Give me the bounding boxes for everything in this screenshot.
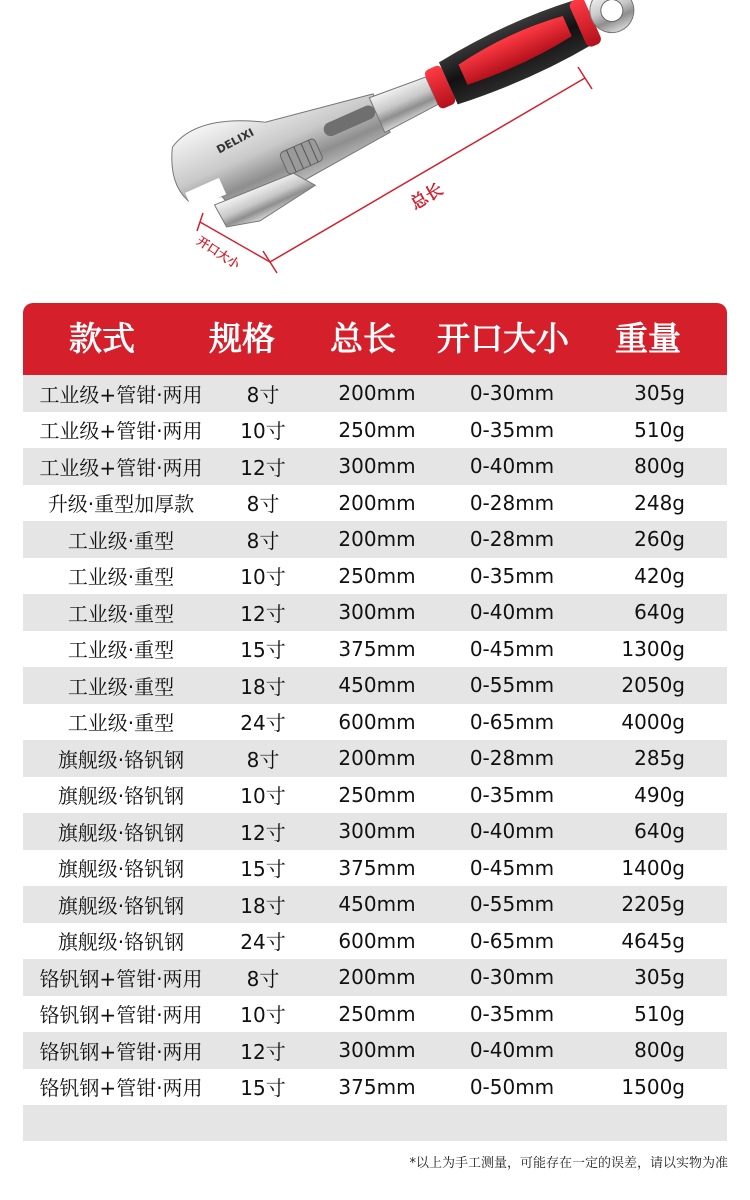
cell-size: 8寸 <box>246 528 280 553</box>
wrench-image <box>159 0 652 246</box>
table-row <box>23 850 727 887</box>
cell-style: 工业级+管钳·两用 <box>39 382 203 407</box>
table-row <box>23 704 727 741</box>
table-row <box>23 1069 727 1106</box>
cell-style: 铬钒钢+管钳·两用 <box>39 1003 203 1028</box>
cell-style: 工业级+管钳·两用 <box>39 455 203 480</box>
cell-total-length: 600mm <box>338 928 416 953</box>
table-row <box>23 485 727 522</box>
cell-size: 18寸 <box>240 674 286 699</box>
cell-style: 旗舰级·铬钒钢 <box>57 747 185 772</box>
cell-total-length: 250mm <box>338 1001 416 1026</box>
cell-opening-size: 0-35mm <box>469 782 555 807</box>
table-row <box>23 448 727 485</box>
cell-style: 工业级·重型 <box>67 638 175 663</box>
cell-total-length: 300mm <box>338 819 416 844</box>
table-row <box>23 740 727 777</box>
cell-opening-size: 0-55mm <box>469 892 555 917</box>
cell-weight: 490g <box>634 782 685 807</box>
cell-size: 12寸 <box>240 455 286 480</box>
cell-weight: 510g <box>634 417 685 442</box>
cell-style: 旗舰级·铬钒钢 <box>57 784 185 809</box>
cell-weight: 800g <box>634 1038 685 1063</box>
cell-size: 10寸 <box>240 419 286 444</box>
cell-total-length: 300mm <box>338 454 416 479</box>
cell-total-length: 300mm <box>338 1038 416 1063</box>
cell-weight: 510g <box>634 1001 685 1026</box>
product-illustration <box>0 0 750 300</box>
cell-weight: 2205g <box>621 892 685 917</box>
header-weight: 重量 <box>615 319 681 358</box>
table-row <box>23 631 727 668</box>
cell-total-length: 200mm <box>338 527 416 552</box>
table-row <box>23 886 727 923</box>
table-body <box>23 375 727 1105</box>
cell-style: 工业级+管钳·两用 <box>39 419 203 444</box>
cell-opening-size: 0-65mm <box>469 709 555 734</box>
cell-total-length: 450mm <box>338 673 416 698</box>
table-row <box>23 375 727 412</box>
brand-mark: DELIXI <box>214 125 257 157</box>
header-style: 款式 <box>69 319 135 358</box>
cell-style: 铬钒钢+管钳·两用 <box>39 1039 203 1064</box>
cell-opening-size: 0-35mm <box>469 417 555 442</box>
cell-opening-size: 0-40mm <box>469 600 555 625</box>
total-length-label: 总长 <box>407 179 447 215</box>
cell-total-length: 450mm <box>338 892 416 917</box>
cell-size: 15寸 <box>240 638 286 663</box>
cell-style: 工业级·重型 <box>67 528 175 553</box>
cell-opening-size: 0-40mm <box>469 819 555 844</box>
cell-weight: 248g <box>634 490 685 515</box>
table-row <box>23 996 727 1033</box>
cell-weight: 4000g <box>621 709 685 734</box>
cell-total-length: 250mm <box>338 417 416 442</box>
cell-total-length: 375mm <box>338 636 416 661</box>
cell-total-length: 375mm <box>338 855 416 880</box>
cell-total-length: 250mm <box>338 563 416 588</box>
cell-opening-size: 0-35mm <box>469 1001 555 1026</box>
cell-opening-size: 0-35mm <box>469 563 555 588</box>
cell-opening-size: 0-28mm <box>469 490 555 515</box>
cell-style: 旗舰级·铬钒钢 <box>57 930 185 955</box>
spec-table <box>23 303 727 1141</box>
cell-size: 8寸 <box>246 747 280 772</box>
table-row <box>23 923 727 960</box>
cell-style: 工业级·重型 <box>67 601 175 626</box>
table-row <box>23 667 727 704</box>
table-row <box>23 412 727 449</box>
cell-weight: 4645g <box>621 928 685 953</box>
cell-size: 10寸 <box>240 565 286 590</box>
cell-weight: 1400g <box>621 855 685 880</box>
cell-weight: 420g <box>634 563 685 588</box>
cell-size: 12寸 <box>240 601 286 626</box>
cell-weight: 2050g <box>621 673 685 698</box>
cell-opening-size: 0-65mm <box>469 928 555 953</box>
cell-opening-size: 0-30mm <box>469 965 555 990</box>
cell-opening-size: 0-50mm <box>469 1074 555 1099</box>
cell-size: 8寸 <box>246 492 280 517</box>
cell-total-length: 200mm <box>338 965 416 990</box>
cell-total-length: 300mm <box>338 600 416 625</box>
cell-opening-size: 0-28mm <box>469 746 555 771</box>
cell-size: 12寸 <box>240 1039 286 1064</box>
cell-total-length: 375mm <box>338 1074 416 1099</box>
header-size: 规格 <box>209 319 275 358</box>
cell-weight: 1500g <box>621 1074 685 1099</box>
cell-size: 12寸 <box>240 820 286 845</box>
cell-style: 旗舰级·铬钒钢 <box>57 893 185 918</box>
cell-size: 10寸 <box>240 784 286 809</box>
cell-size: 18寸 <box>240 893 286 918</box>
header-opening-size: 开口大小 <box>437 319 569 358</box>
cell-size: 8寸 <box>246 966 280 991</box>
cell-opening-size: 0-40mm <box>469 454 555 479</box>
cell-opening-size: 0-55mm <box>469 673 555 698</box>
footnote: *以上为手工测量，可能存在一定的误差，请以实物为准 <box>409 1156 728 1171</box>
cell-size: 10寸 <box>240 1003 286 1028</box>
table-row <box>23 594 727 631</box>
cell-style: 工业级·重型 <box>67 711 175 736</box>
table-row <box>23 959 727 996</box>
cell-size: 24寸 <box>240 711 286 736</box>
header-total-length: 总长 <box>330 319 396 358</box>
cell-weight: 1300g <box>621 636 685 661</box>
cell-style: 铬钒钢+管钳·两用 <box>39 966 203 991</box>
cell-opening-size: 0-30mm <box>469 381 555 406</box>
cell-total-length: 200mm <box>338 746 416 771</box>
cell-style: 升级·重型加厚款 <box>47 492 195 517</box>
cell-total-length: 200mm <box>338 490 416 515</box>
cell-size: 15寸 <box>240 1076 286 1101</box>
cell-style: 工业级·重型 <box>67 565 175 590</box>
cell-weight: 800g <box>634 454 685 479</box>
cell-total-length: 250mm <box>338 782 416 807</box>
cell-opening-size: 0-45mm <box>469 636 555 661</box>
table-header <box>23 303 727 375</box>
table-row <box>23 777 727 814</box>
cell-style: 铬钒钢+管钳·两用 <box>39 1076 203 1101</box>
cell-weight: 640g <box>634 819 685 844</box>
cell-weight: 260g <box>634 527 685 552</box>
table-row <box>23 813 727 850</box>
cell-opening-size: 0-45mm <box>469 855 555 880</box>
cell-size: 15寸 <box>240 857 286 882</box>
cell-style: 旗舰级·铬钒钢 <box>57 820 185 845</box>
table-row <box>23 1032 727 1069</box>
table-row <box>23 521 727 558</box>
cell-opening-size: 0-28mm <box>469 527 555 552</box>
cell-weight: 305g <box>634 381 685 406</box>
cell-style: 旗舰级·铬钒钢 <box>57 857 185 882</box>
cell-weight: 285g <box>634 746 685 771</box>
cell-style: 工业级·重型 <box>67 674 175 699</box>
cell-weight: 640g <box>634 600 685 625</box>
cell-weight: 305g <box>634 965 685 990</box>
table-footer-row <box>23 1105 727 1141</box>
table-row <box>23 558 727 595</box>
cell-opening-size: 0-40mm <box>469 1038 555 1063</box>
opening-size-label: 开口大小 <box>194 233 243 272</box>
cell-total-length: 200mm <box>338 381 416 406</box>
cell-size: 24寸 <box>240 930 286 955</box>
cell-size: 8寸 <box>246 382 280 407</box>
cell-total-length: 600mm <box>338 709 416 734</box>
